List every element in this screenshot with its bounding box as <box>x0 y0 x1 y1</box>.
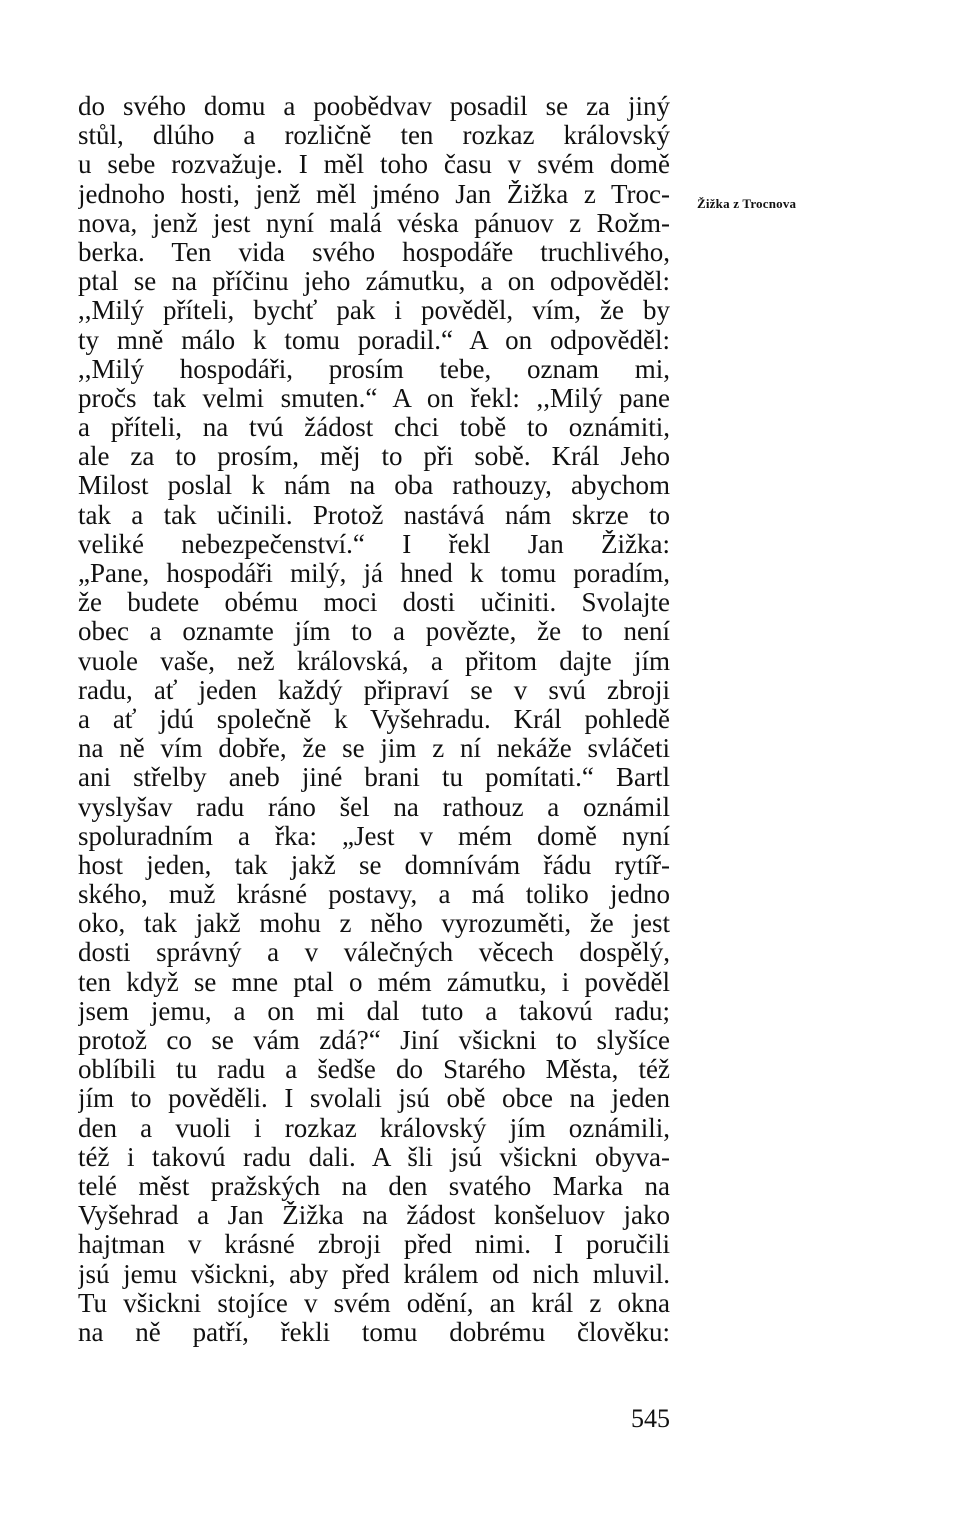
text-line: radu, ať jeden každý připraví se v svú zbroji <box>78 675 670 705</box>
text-line: ty mně málo k tomu poradil.“ A on odpověděl: <box>78 325 670 355</box>
text-line: též i takovú radu dali. A šli jsú všickni obyva- <box>78 1142 670 1172</box>
text-line: spoluradním a řka: „Jest v mém domě nyní <box>78 821 670 851</box>
text-line: protož co se vám zdá?“ Jiní všickni to slyšíce <box>78 1026 670 1055</box>
text-line: vuole vaše, než královská, a přitom dajte jím <box>78 646 670 676</box>
text-line: stůl, dlúho a rozličně ten rozkaz královský <box>78 121 670 151</box>
text-line: jsem jemu, a on mi dal tuto a takovú radu; <box>78 996 670 1026</box>
text-line: jsú jemu všickni, aby před králem od nich mluvil. <box>78 1259 670 1289</box>
page-number: 545 <box>631 1404 670 1433</box>
text-line: veliké nebezpečenství.“ I řekl Jan Žižka: <box>78 529 670 559</box>
text-line: ptal se na příčinu jeho zámutku, a on odpověděl: <box>78 267 670 297</box>
text-line: nova, jenž jest nyní malá véska pánuov z Rožm- <box>78 208 670 238</box>
text-line: u sebe rozvažuje. I měl toho času v svém domě <box>78 150 670 180</box>
text-line: na ně patří, řekli tomu dobrému člověku: <box>78 1317 670 1347</box>
text-line: oko, tak jakž mohu z něho vyrozuměti, že jest <box>78 909 670 939</box>
text-line: ,,Milý příteli, bychť pak i pověděl, vím, že by <box>78 296 670 326</box>
text-line: obec a oznamte jím to a povězte, že to není <box>78 617 670 647</box>
text-line: host jeden, tak jakž se domnívám řádu rytíř- <box>78 850 670 880</box>
text-line: telé měst pražských na den svatého Marka na <box>78 1171 670 1201</box>
text-line: den a vuoli i rozkaz královský jím oznámili, <box>78 1113 670 1143</box>
margin-note: Žižka z Trocnova <box>697 196 797 211</box>
text-line: dosti správný a v válečných věcech dospělý, <box>78 938 670 968</box>
text-line: vyslyšav radu ráno šel na rathouz a oznámil <box>78 792 670 822</box>
text-line: na ně vím dobře, že se jim z ní nekáže svláčeti <box>78 734 670 764</box>
text-line: do svého domu a poobědvav posadil se za jiný <box>78 92 670 121</box>
text-line: Tu všickni stojíce v svém odění, an král z okna <box>78 1288 670 1318</box>
text-line: oblíbili tu radu a šedše do Starého Města, též <box>78 1055 670 1085</box>
text-line: ten když se mne ptal o mém zámutku, i pověděl <box>78 967 670 997</box>
text-line: „Pane, hospodáři milý, já hned k tomu poradím, <box>78 559 670 588</box>
text-line: a ať jdú společně k Vyšehradu. Král pohledě <box>78 704 670 734</box>
text-line: jednoho hosti, jenž měl jméno Jan Žižka z Troc- <box>78 179 670 209</box>
body-text <box>78 92 670 1347</box>
text-line: jím to pověděli. I svolali jsú obě obce na jeden <box>78 1084 670 1114</box>
text-line: ani střelby aneb jiné brani tu pomítati.“ Bartl <box>78 763 670 793</box>
text-line: pročs tak velmi smuten.“ A on řekl: ,,Milý pane <box>78 383 670 413</box>
text-line: Vyšehrad a Jan Žižka na žádost konšeluov jako <box>78 1201 670 1231</box>
text-line: hajtman v krásné zbroji před nimi. I poručili <box>78 1230 670 1260</box>
text-line: Milost poslal k nám na oba rathouzy, abychom <box>78 471 670 501</box>
text-line: ského, muž krásné postavy, a má toliko jedno <box>78 880 670 910</box>
text-line: tak a tak učinili. Protož nastává nám skrze to <box>78 500 670 530</box>
text-line: berka. Ten vida svého hospodáře truchlivého, <box>78 237 670 267</box>
text-line: ale za to prosím, měj to při sobě. Král Jeho <box>78 442 670 472</box>
text-line: že budete obému moci dosti učiniti. Svolajte <box>78 588 670 618</box>
text-line: a příteli, na tvú žádost chci tobě to oznámiti, <box>78 413 670 443</box>
text-line: ,,Milý hospodáři, prosím tebe, oznam mi, <box>78 354 670 384</box>
